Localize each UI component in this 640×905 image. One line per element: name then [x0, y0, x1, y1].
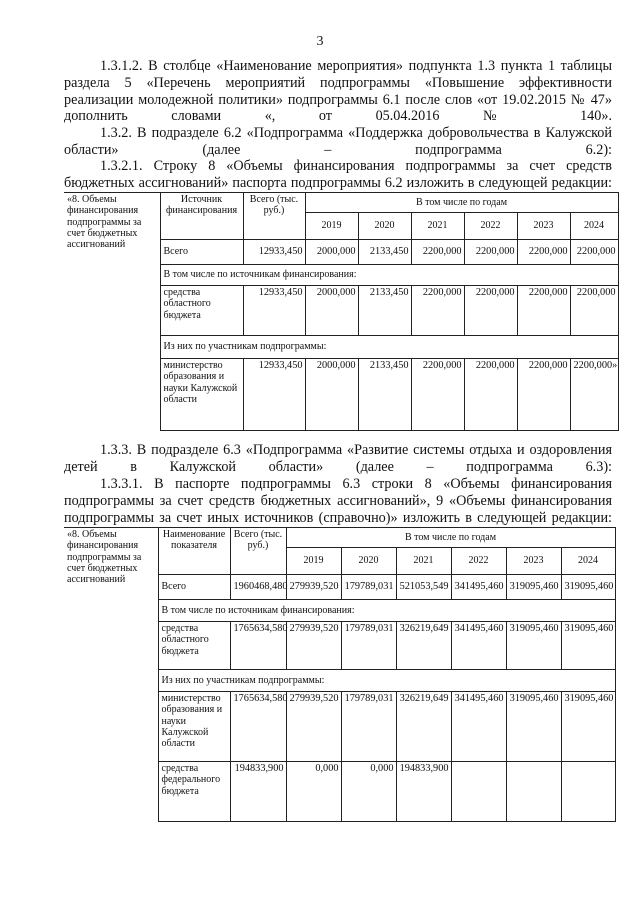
table1-year: 2022: [464, 213, 517, 240]
table1-year: 2023: [517, 213, 570, 240]
table1-regional-value: 2000,000: [305, 286, 358, 336]
table2-federal-value: 0,000: [286, 762, 341, 822]
table2-federal-value: [506, 762, 561, 822]
table2-federal-value: 0,000: [341, 762, 396, 822]
table2-regional-label: средства областного бюджета: [158, 622, 230, 670]
table2-year: 2023: [506, 548, 561, 575]
table2-ministry-sum: 1765634,580: [230, 692, 286, 762]
paragraph-1-3-3-1: 1.3.3.1. В паспорте подпрограммы 6.3 строки 8 «Объемы финансирования подпрограммы за счет средств бюджетных ассигнований», 9 «Объемы финансирования подпрограммы за счет иных источников (справочно)» изложить в следующей редакции:: [64, 476, 612, 526]
table1-ministry-value: 2200,000: [517, 359, 570, 431]
table2-subheader-participants: Из них по участникам подпрограммы:: [158, 670, 615, 692]
table1-total-value: 2133,450: [358, 240, 411, 265]
table1-subheader-participants: Из них по участникам подпрограммы:: [160, 336, 618, 359]
financing-table-6-2: [64, 192, 619, 431]
table2-regional-value: 179789,031: [341, 622, 396, 670]
table2-regional-value: 319095,460: [506, 622, 561, 670]
table2-total-value: 279939,520: [286, 575, 341, 600]
table1-total-value: 2200,000: [464, 240, 517, 265]
paragraph-1-3-2-1: 1.3.2.1. Строку 8 «Объемы финансирования подпрограммы за счет средств бюджетных ассигнований» паспорта подпрограммы 6.2 изложить в следующей редакции:: [64, 158, 612, 191]
table1-year: 2021: [411, 213, 464, 240]
table2-ministry-value: 319095,460: [561, 692, 615, 762]
table1-total-label: Всего: [160, 240, 243, 265]
table2-federal-label: средства федерального бюджета: [158, 762, 230, 822]
table1-total-sum: 12933,450: [243, 240, 305, 265]
table2-total-value: 341495,460: [451, 575, 506, 600]
table2-year: 2024: [561, 548, 615, 575]
table2-regional-sum: 1765634,580: [230, 622, 286, 670]
table1-regional-label: средства областного бюджета: [160, 286, 243, 336]
page-number: 3: [316, 34, 324, 49]
table1-ministry-value: 2200,000: [411, 359, 464, 431]
table1-total-value: 2200,000: [570, 240, 618, 265]
paragraph-1-3-2: 1.3.2. В подразделе 6.2 «Подпрограмма «Поддержка добровольчества в Калужской области» (далее – подпрограмма 6.2):: [64, 125, 612, 158]
table2-ministry-value: 279939,520: [286, 692, 341, 762]
table1-years-header: В том числе по годам: [305, 193, 618, 213]
table1-total-value: 2200,000: [517, 240, 570, 265]
table2-regional-value: 341495,460: [451, 622, 506, 670]
table1-total-value: 2000,000: [305, 240, 358, 265]
table2-ministry-label: министерство образования и науки Калужской области: [158, 692, 230, 762]
table2-ministry-value: 326219,649: [396, 692, 451, 762]
table1-col-total: Всего (тыс. руб.): [243, 193, 305, 240]
table2-federal-value: [561, 762, 615, 822]
table2-years-header: В том числе по годам: [286, 528, 615, 548]
table1-ministry-label: министерство образования и науки Калужской области: [160, 359, 243, 431]
paragraph-1-3-3: 1.3.3. В подразделе 6.3 «Подпрограмма «Развитие системы отдыха и оздоровления детей в Калужской области» (далее – подпрограмма 6.3):: [64, 442, 612, 475]
table2-total-value: 179789,031: [341, 575, 396, 600]
table2-ministry-value: 319095,460: [506, 692, 561, 762]
table1-year: 2020: [358, 213, 411, 240]
table1-row-label: «8. Объемы финансирования подпрограммы за счет бюджетных ассигнований: [64, 193, 160, 431]
table1-ministry-value: 2200,000: [464, 359, 517, 431]
table1-col-source: Источник финансирования: [160, 193, 243, 240]
table2-year: 2019: [286, 548, 341, 575]
table1-regional-value: 2133,450: [358, 286, 411, 336]
table1-year: 2024: [570, 213, 618, 240]
table2-federal-value: 194833,900: [396, 762, 451, 822]
table1-subheader-sources: В том числе по источникам финансирования:: [160, 265, 618, 286]
table2-federal-value: [451, 762, 506, 822]
table2-total-value: 521053,549: [396, 575, 451, 600]
table1-regional-value: 2200,000: [570, 286, 618, 336]
table2-total-label: Всего: [158, 575, 230, 600]
table2-ministry-value: 179789,031: [341, 692, 396, 762]
table1-regional-value: 2200,000: [464, 286, 517, 336]
table2-total-value: 319095,460: [561, 575, 615, 600]
table2-regional-value: 319095,460: [561, 622, 615, 670]
table2-total-value: 319095,460: [506, 575, 561, 600]
table2-col-total: Всего (тыс. руб.): [230, 528, 286, 575]
table1-year: 2019: [305, 213, 358, 240]
table1-ministry-sum: 12933,450: [243, 359, 305, 431]
table1-regional-value: 2200,000: [517, 286, 570, 336]
table2-year: 2021: [396, 548, 451, 575]
paragraph-1-3-1-2: 1.3.1.2. В столбце «Наименование мероприятия» подпункта 1.3 пункта 1 таблицы раздела 5 «Перечень мероприятий подпрограммы «Повышение эффективности реализации молодежной политики» подпрограммы 6.1 после слов «от 19.02.2015 № 47» дополнить словами «, от 05.04.2016 № 140».: [64, 58, 612, 125]
table2-regional-value: 326219,649: [396, 622, 451, 670]
table1-regional-value: 2200,000: [411, 286, 464, 336]
table1-ministry-value: 2133,450: [358, 359, 411, 431]
table2-total-sum: 1960468,480: [230, 575, 286, 600]
table1-regional-sum: 12933,450: [243, 286, 305, 336]
table2-regional-value: 279939,520: [286, 622, 341, 670]
table2-row-label: «8. Объемы финансирования подпрограммы за счет бюджетных ассигнований: [64, 528, 158, 822]
table2-ministry-value: 341495,460: [451, 692, 506, 762]
table2-year: 2020: [341, 548, 396, 575]
table2-federal-sum: 194833,900: [230, 762, 286, 822]
financing-table-6-3: [64, 527, 616, 822]
table1-ministry-value: 2200,000»: [570, 359, 618, 431]
table1-ministry-value: 2000,000: [305, 359, 358, 431]
table2-subheader-sources: В том числе по источникам финансирования:: [158, 600, 615, 622]
table2-year: 2022: [451, 548, 506, 575]
table1-total-value: 2200,000: [411, 240, 464, 265]
table2-col-name: Наименование показателя: [158, 528, 230, 575]
